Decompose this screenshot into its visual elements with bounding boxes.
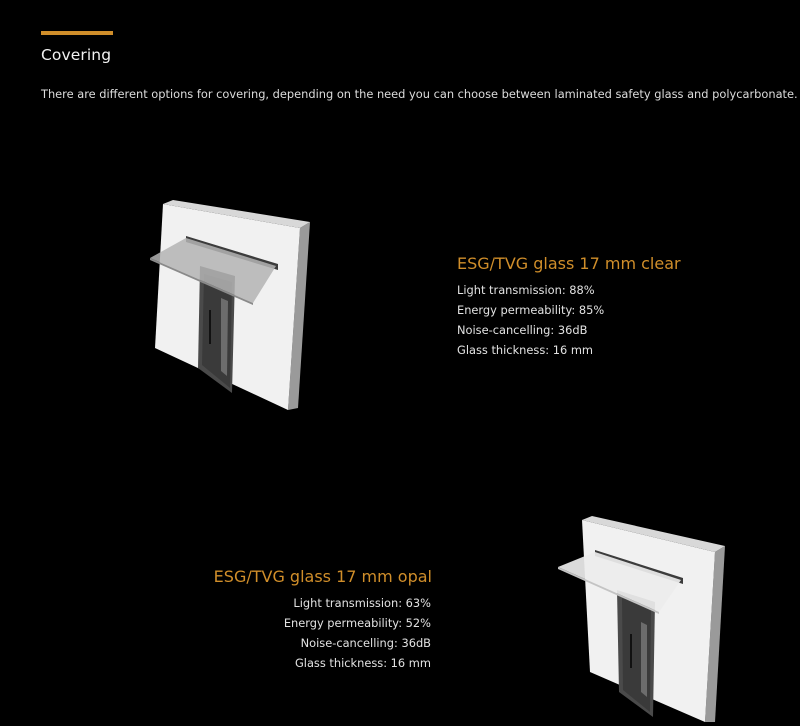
accent-bar (41, 31, 113, 35)
variant-opal-image (555, 512, 730, 722)
spec-noise-cancelling: Noise-cancelling: 36dB (457, 323, 588, 337)
canopy-opal-glass-illustration (555, 512, 730, 722)
variant-clear-title: ESG/TVG glass 17 mm clear (457, 254, 681, 273)
section-title: Covering (41, 46, 112, 64)
intro-text: There are different options for covering, depending on the need you can choose between laminated safety glass and polycarbonate. (41, 87, 798, 101)
spec-glass-thickness: Glass thickness: 16 mm (457, 343, 594, 357)
spec-light-transmission: Light transmission: 88% (457, 283, 595, 297)
canopy-clear-glass-illustration (138, 198, 318, 414)
variant-clear-specs (457, 280, 604, 360)
spec-noise-cancelling: Noise-cancelling: 36dB (300, 636, 431, 650)
spec-light-transmission: Light transmission: 63% (293, 596, 431, 610)
variant-clear-image (138, 198, 318, 414)
variant-opal-title: ESG/TVG glass 17 mm opal (213, 567, 432, 586)
variant-opal-specs (284, 593, 431, 673)
spec-glass-thickness: Glass thickness: 16 mm (294, 656, 431, 670)
spec-energy-permeability: Energy permeability: 85% (457, 303, 605, 317)
spec-energy-permeability: Energy permeability: 52% (283, 616, 431, 630)
